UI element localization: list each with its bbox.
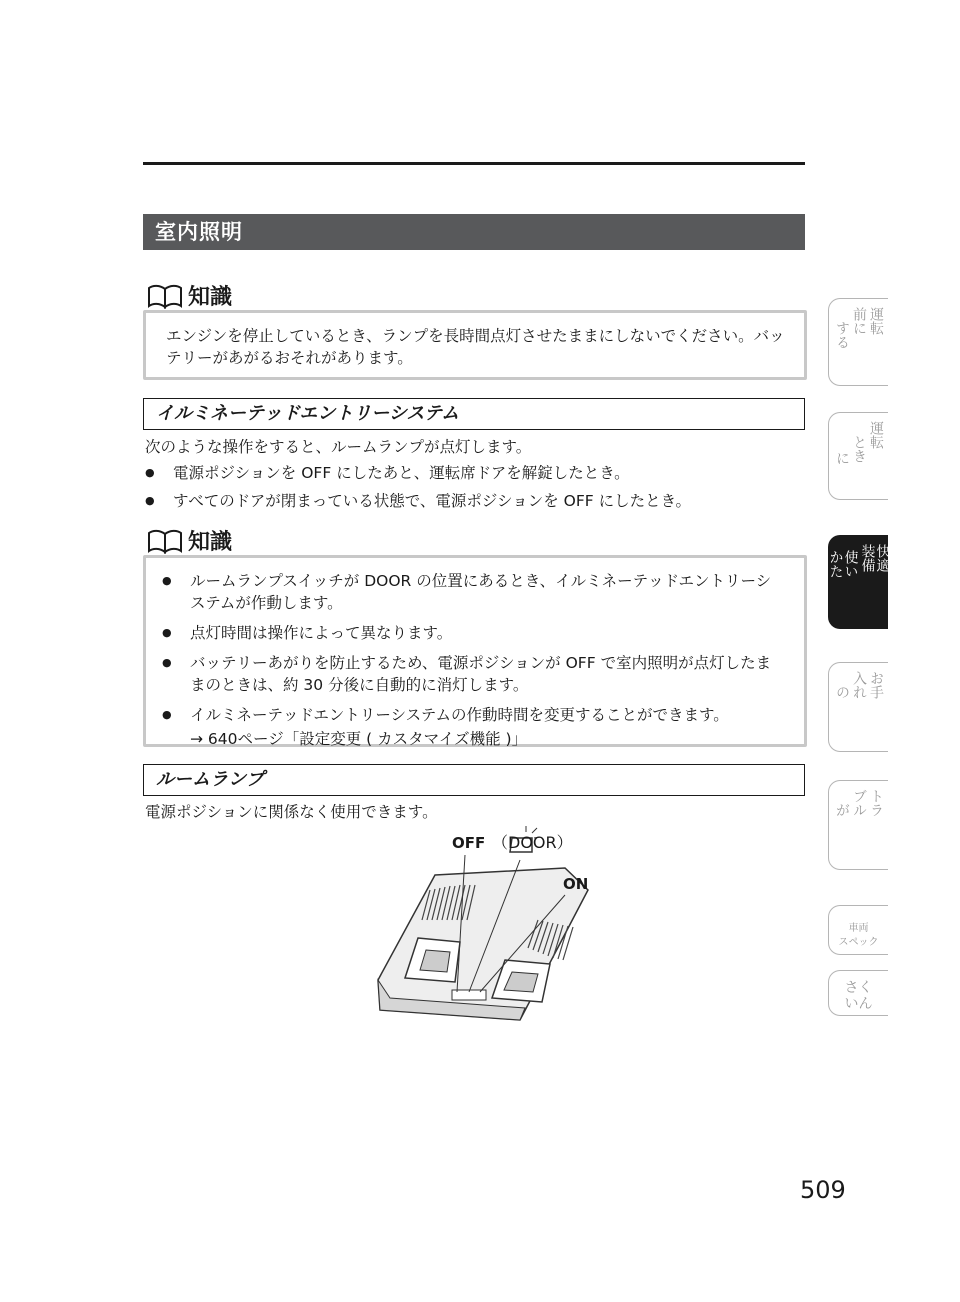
intro-text: 次のような操作をすると、ルームランプが点灯します。 bbox=[145, 438, 532, 456]
side-tab-index[interactable]: さく いん bbox=[828, 970, 888, 1016]
knowledge-label: 知識 bbox=[188, 285, 233, 310]
bullet-list bbox=[146, 570, 786, 726]
subheading-illuminated-entry: イルミネーテッドエントリーシステム bbox=[143, 398, 805, 430]
list-item: ● すべてのドアが閉まっている状態で、電源ポジションを OFF にしたとき。 bbox=[145, 490, 805, 512]
knowledge-heading bbox=[146, 280, 232, 311]
list-item: ● イルミネーテッドエントリーシステムの作動時間を変更することができます。 bbox=[146, 704, 786, 726]
list-item: ● バッテリーあがりを防止するため、電源ポジションが OFF で室内照明が点灯したままのときは、約 30 分後に自動的に消灯します。 bbox=[146, 652, 786, 696]
knowledge-text: エンジンを停止しているとき、ランプを長時間点灯させたままにしないでください。バッテリーがあがるおそれがあります。 bbox=[166, 327, 785, 367]
list-item: ● ルームランプスイッチが DOOR の位置にあるとき、イルミネーテッドエントリーシステムが作動します。 bbox=[146, 570, 786, 614]
section-title: 室内照明 bbox=[143, 214, 805, 250]
knowledge-label: 知識 bbox=[188, 530, 233, 555]
knowledge-box-1 bbox=[143, 310, 807, 380]
page-number: 509 bbox=[800, 1176, 846, 1204]
room-lamp-text: 電源ポジションに関係なく使用できます。 bbox=[145, 803, 438, 821]
book-icon bbox=[146, 283, 184, 309]
top-rule bbox=[143, 162, 805, 165]
side-tab-maintenance[interactable]: お手 入れ の bbox=[828, 662, 888, 752]
knowledge-box-2 bbox=[143, 555, 807, 747]
overhead-console-drawing bbox=[360, 820, 620, 1050]
side-tab-vehicle-specs[interactable]: 車両 スペック bbox=[828, 905, 888, 955]
list-item: ● 電源ポジションを OFF にしたあと、運転席ドアを解錠したとき。 bbox=[145, 462, 805, 484]
off-label: OFF bbox=[452, 834, 486, 852]
book-icon bbox=[146, 528, 184, 554]
bullet-list bbox=[145, 462, 805, 512]
subheading-room-lamp: ルームランプ bbox=[143, 764, 805, 796]
side-tab-before-driving[interactable]: 運転 前に する bbox=[828, 298, 888, 386]
on-label: ON bbox=[563, 875, 589, 893]
side-tab-troubleshooting[interactable]: トラ ブル が bbox=[828, 780, 888, 870]
knowledge-heading bbox=[146, 525, 232, 556]
door-label: （DOOR） bbox=[492, 833, 573, 852]
side-tab-while-driving[interactable]: 運転 とき に bbox=[828, 412, 888, 500]
page-reference-link[interactable]: → 640ページ「設定変更 ( カスタマイズ機能 )」 bbox=[190, 730, 528, 748]
illuminated-entry-body bbox=[145, 436, 805, 512]
room-lamp-illustration bbox=[360, 820, 620, 1050]
side-tab-comfort-equipment[interactable]: 快適 装備 使い かた bbox=[828, 535, 888, 629]
list-item: ● 点灯時間は操作によって異なります。 bbox=[146, 622, 786, 644]
